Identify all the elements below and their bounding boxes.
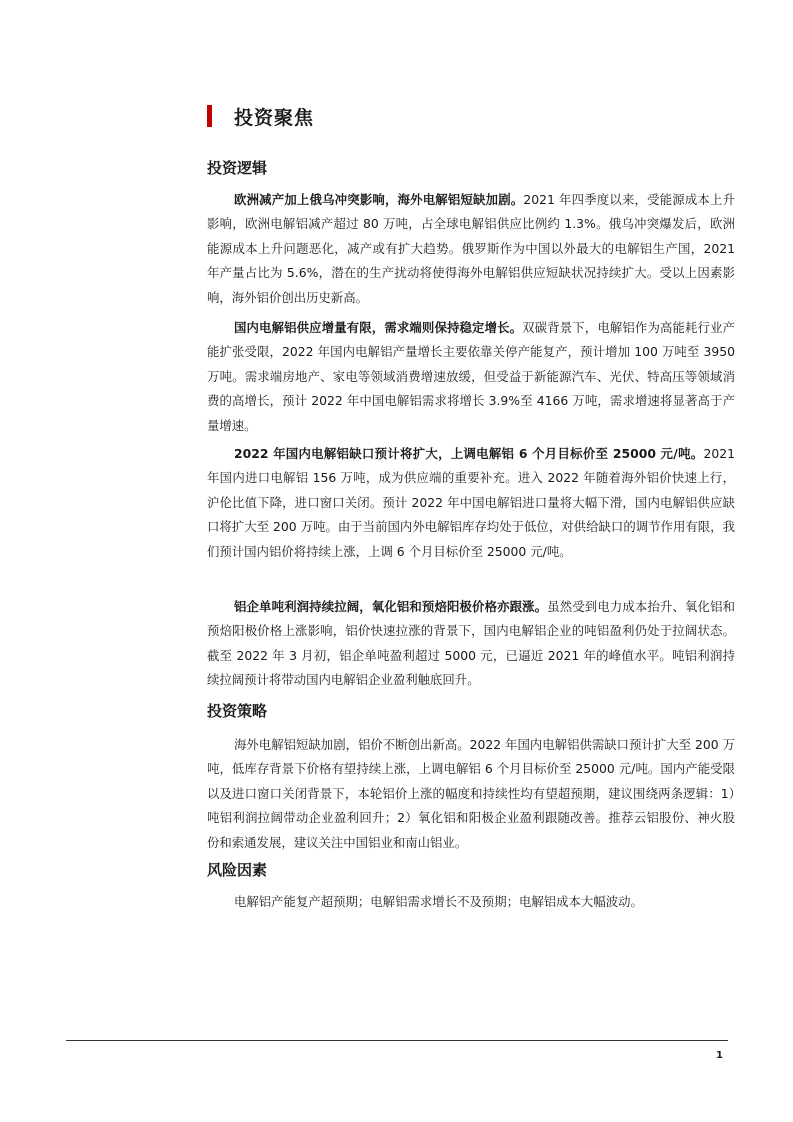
paragraph-logic-3 [207, 442, 735, 564]
paragraph-body: 双碳背景下，电解铝作为高能耗行业产能扩张受限，2022 年国内电解铝产量增长主要依靠关停产能复产，预计增加 100 万吨至 3950 万吨。需求端房地产、家电等领域消费增速放缓，但受益于新能源汽车、光伏、特高压等领域消费的高增长，预计 2022 年中国电解铝需求将增长 3.9%至 4166 万吨，需求增速将显著高于产量增速。 [207, 320, 736, 433]
page-title-block [207, 103, 314, 129]
paragraph-lead: 铝企单吨利润持续拉阔，氧化铝和预焙阳极价格亦跟涨。 [234, 599, 548, 614]
title-accent-bar [207, 105, 212, 127]
section-heading-strategy: 投资策略 [207, 702, 268, 720]
footer-divider [66, 1040, 728, 1041]
paragraph-risk: 电解铝产能复产超预期；电解铝需求增长不及预期；电解铝成本大幅波动。 [234, 894, 643, 909]
page-number: 1 [716, 1050, 723, 1061]
paragraph-lead: 2022 年国内电解铝缺口预计将扩大，上调电解铝 6 个月目标价至 25000 元/吨。 [234, 446, 704, 461]
paragraph-body: 2021 年国内进口电解铝 156 万吨，成为供应端的重要补充。进入 2022 年随着海外铝价快速上行，沪伦比值下降，进口窗口关闭。预计 2022 年中国电解铝进口量将大幅下滑，国内电解铝供应缺口将扩大至 200 万吨。由于当前国内外电解铝库存均处于低位，对供给缺口的调节作用有限，我们预计国内铝价将持续上涨，上调 6 个月目标价至 25000 元/吨。 [207, 446, 735, 559]
paragraph-logic-2 [207, 316, 735, 438]
paragraph-logic-4 [207, 595, 735, 693]
paragraph-lead: 欧洲减产加上俄乌冲突影响，海外电解铝短缺加剧。 [234, 192, 524, 207]
paragraph-body: 虽然受到电力成本抬升、氧化铝和预焙阳极价格上涨影响，铝价快速拉涨的背景下，国内电解铝企业的吨铝盈利仍处于拉阔状态。截至 2022 年 3 月初，铝企单吨盈利超过 5000 元，已逼近 2021 年的峰值水平。吨铝利润持续拉阔预计将带动国内电解铝企业盈利触底回升。 [207, 599, 736, 688]
paragraph-logic-1 [207, 188, 735, 310]
section-heading-logic: 投资逻辑 [207, 159, 268, 177]
section-heading-risk: 风险因素 [207, 861, 268, 879]
paragraph-body: 2021 年四季度以来，受能源成本上升影响，欧洲电解铝减产超过 80 万吨，占全球电解铝供应比例约 1.3%。俄乌冲突爆发后，欧洲能源成本上升问题恶化，减产或有扩大趋势。俄罗斯作为中国以外最大的电解铝生产国，2021 年产量占比为 5.6%，潜在的生产扰动将使得海外电解铝供应短缺状况持续扩大。受以上因素影响，海外铝价创出历史新高。 [207, 192, 735, 305]
paragraph-lead: 国内电解铝供应增量有限，需求端则保持稳定增长。 [234, 320, 523, 335]
paragraph-strategy: 海外电解铝短缺加剧，铝价不断创出新高。2022 年国内电解铝供需缺口预计扩大至 200 万吨，低库存背景下价格有望持续上涨，上调电解铝 6 个月目标价至 25000 元/吨。国内产能受限以及进口窗口关闭背景下，本轮铝价上涨的幅度和持续性均有望超预期，建议围绕两条逻辑：1）吨铝利润拉阔带动企业盈利回升；2）氧化铝和阳极企业盈利跟随改善。推荐云铝股份、神火股份和索通发展，建议关注中国铝业和南山铝业。 [207, 737, 735, 850]
page-title: 投资聚焦 [234, 106, 315, 129]
